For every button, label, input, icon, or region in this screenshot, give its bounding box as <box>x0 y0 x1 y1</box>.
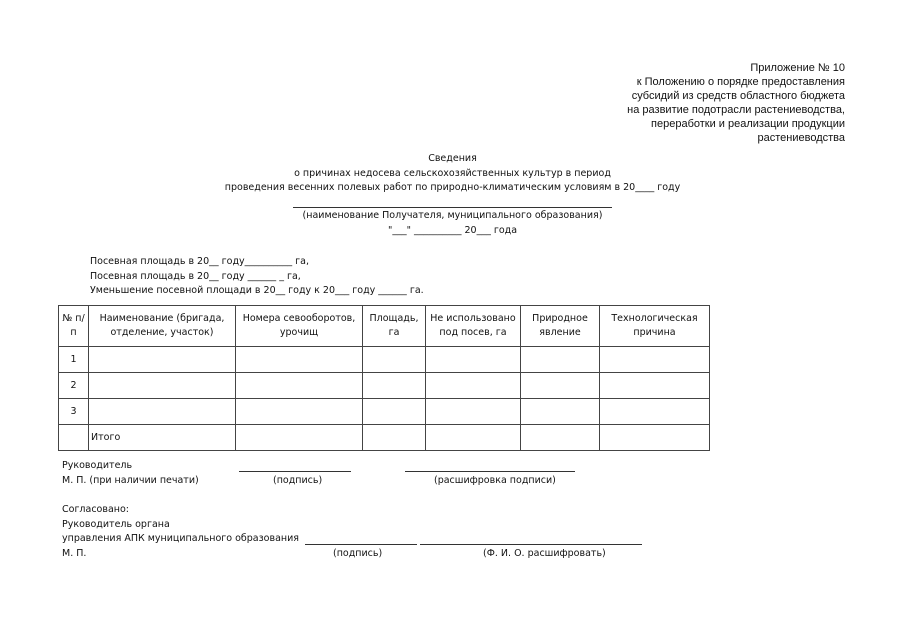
recipient-block <box>0 209 905 238</box>
appendix-header <box>627 61 845 145</box>
agency-signature-line <box>305 544 417 545</box>
agency-head-label: Руководитель органа <box>62 519 170 530</box>
area-info <box>90 255 424 299</box>
table-cell <box>600 425 710 451</box>
total-label: Итого <box>89 425 236 451</box>
header-unused: Не использовано под посев, га <box>426 306 521 347</box>
table-cell <box>600 373 710 399</box>
table-cell <box>521 373 600 399</box>
table-cell <box>236 347 363 373</box>
sown-area-line-2: Посевная площадь в 20__ году ______ _ га, <box>90 270 301 282</box>
stamp-label: М. П. (при наличии печати) <box>62 475 199 486</box>
table-cell <box>521 347 600 373</box>
appendix-line: растениеводства <box>757 132 845 144</box>
header-number: № п/п <box>59 306 89 347</box>
appendix-line: переработки и реализации продукции <box>651 118 845 130</box>
appendix-line: на развитие подотрасли растениеводства, <box>627 104 845 116</box>
table-cell <box>236 399 363 425</box>
row-name <box>89 399 236 425</box>
fio-caption: (Ф. И. О. расшифровать) <box>483 548 606 559</box>
appendix-line: к Положению о порядке предоставления <box>636 76 845 88</box>
table-total-row <box>59 425 710 451</box>
table-cell <box>363 425 426 451</box>
title-period: проведения весенних полевых работ по природно-климатическим условиям в 20____ году <box>224 182 681 193</box>
appendix-line: Приложение № 10 <box>750 62 845 74</box>
table-cell <box>521 399 600 425</box>
signature-line <box>239 471 351 472</box>
agency-fio-line <box>420 544 642 545</box>
table-cell <box>600 347 710 373</box>
title-subject: о причинах недосева сельскохозяйственных культур в период <box>294 167 611 179</box>
header-natural: Природное явление <box>521 306 600 347</box>
table-cell <box>363 399 426 425</box>
table-cell <box>236 425 363 451</box>
table-header-row <box>59 306 710 347</box>
signature-caption: (подпись) <box>273 475 323 486</box>
row-name <box>89 373 236 399</box>
table-row <box>59 347 710 373</box>
recipient-caption: (наименование Получателя, муниципального образования) <box>302 210 603 221</box>
undersowing-table <box>58 305 710 451</box>
row-number: 3 <box>59 399 89 425</box>
header-name: Наименование (бригада, отделение, участок) <box>89 306 236 347</box>
recipient-underline <box>293 207 612 208</box>
table-cell <box>363 347 426 373</box>
agreed-label: Согласовано: <box>62 504 130 515</box>
table-cell <box>426 373 521 399</box>
table-row <box>59 399 710 425</box>
agency-signature-caption: (подпись) <box>333 548 383 559</box>
header-technological: Технологическая причина <box>600 306 710 347</box>
report-date-line: "___" __________ 20___ года <box>387 224 518 236</box>
stamp-label-2: М. П. <box>62 548 87 559</box>
row-number <box>59 425 89 451</box>
table-cell <box>236 373 363 399</box>
table-cell <box>426 347 521 373</box>
row-number: 2 <box>59 373 89 399</box>
head-label: Руководитель <box>62 460 133 471</box>
area-decrease-line: Уменьшение посевной площади в 20__ году к 20___ году ______ га. <box>90 285 424 296</box>
table-row <box>59 373 710 399</box>
document-title <box>0 152 905 196</box>
row-number: 1 <box>59 347 89 373</box>
table-cell <box>521 425 600 451</box>
header-area: Площадь, га <box>363 306 426 347</box>
table-cell <box>363 373 426 399</box>
appendix-line: субсидий из средств областного бюджета <box>631 90 845 102</box>
header-crop-rotation: Номера севооборотов, урочищ <box>236 306 363 347</box>
table-cell <box>600 399 710 425</box>
decode-caption: (расшифровка подписи) <box>434 475 556 486</box>
sown-area-line: Посевная площадь в 20__ году__________ га, <box>90 256 310 267</box>
title-heading: Сведения <box>428 153 477 164</box>
signature-decode-line <box>405 471 575 472</box>
table-cell <box>426 425 521 451</box>
table-cell <box>426 399 521 425</box>
agency-dept-label: управления АПК муниципального образования <box>62 533 299 544</box>
row-name <box>89 347 236 373</box>
